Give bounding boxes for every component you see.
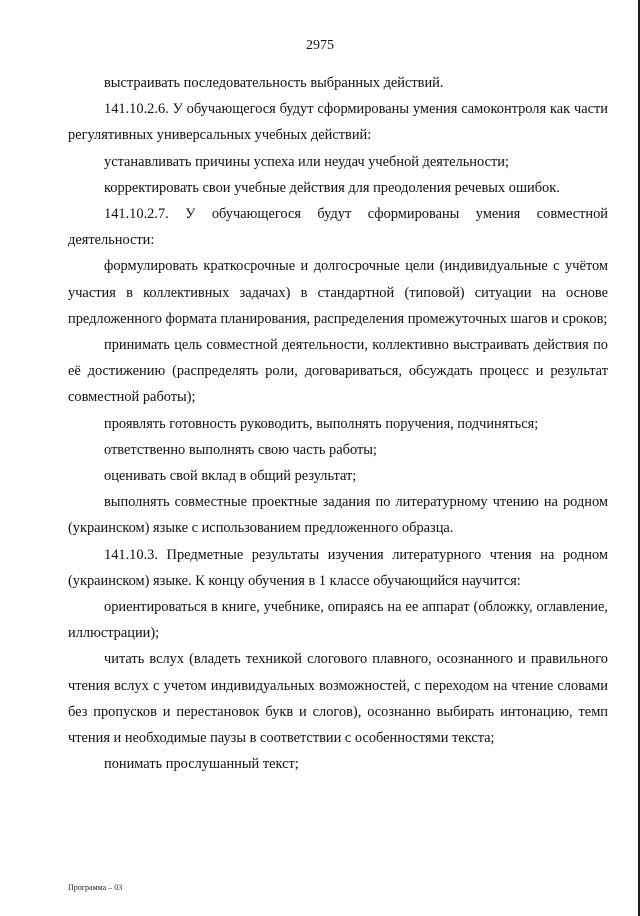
paragraph-list-item: проявлять готовность руководить, выполнять поручения, подчиняться; — [104, 415, 539, 432]
page-number: 2975 — [306, 38, 334, 53]
paragraph-continuation: выстраивать последовательность выбранных действий. — [104, 75, 444, 91]
paragraph-list-item: выполнять совместные проектные задания по литературному чтению на родном (украинском) языке с использованием предложенного образца. — [68, 494, 608, 537]
paragraph-section-141-10-2-7: 141.10.2.7. У обучающегося будут сформированы умения совместной деятельности: — [68, 206, 608, 249]
paragraph-section-141-10-2-6: 141.10.2.6. У обучающегося будут сформированы умения самоконтроля как части регулятивных универсальных учебных действий: — [68, 101, 608, 144]
footer-program-label: Программа – 03 — [68, 883, 123, 892]
paragraph-list-item: ответственно выполнять свою часть работы; — [104, 441, 377, 458]
paragraph-list-item: устанавливать причины успеха или неудач учебной деятельности; — [104, 153, 509, 170]
paragraph-list-item: ориентироваться в книге, учебнике, опираясь на ее аппарат (обложку, оглавление, иллюстрации); — [68, 599, 608, 642]
paragraph-list-item: принимать цель совместной деятельности, коллективно выстраивать действия по её достижению (распределять роли, договариваться, обсуждать процесс и результат совместной работы); — [68, 337, 608, 406]
paragraph-list-item: корректировать свои учебные действия для преодоления речевых ошибок. — [104, 179, 560, 196]
document-body — [68, 70, 608, 777]
paragraph-section-141-10-3: 141.10.3. Предметные результаты изучения литературного чтения на родном (украинском) языке. К концу обучения в 1 классе обучающийся научится: — [68, 546, 608, 589]
paragraph-list-item: оценивать свой вклад в общий результат; — [104, 468, 357, 485]
paragraph-list-item: понимать прослушанный текст; — [104, 756, 299, 773]
paragraph-list-item: формулировать краткосрочные и долгосрочные цели (индивидуальные с учётом участия в коллективных задачах) в стандартной (типовой) ситуации на основе предложенного формата планирования, распределения промежуточных шагов и сроков; — [68, 258, 608, 327]
paragraph-list-item: читать вслух (владеть техникой слогового плавного, осознанного и правильного чтения вслух с учетом индивидуальных возможностей, с переходом на чтение словами без пропусков и перестановок букв и слогов), осознанно выбирать интонацию, темп чтения и необходимые паузы в соответствии с особенностями текста; — [68, 651, 608, 747]
